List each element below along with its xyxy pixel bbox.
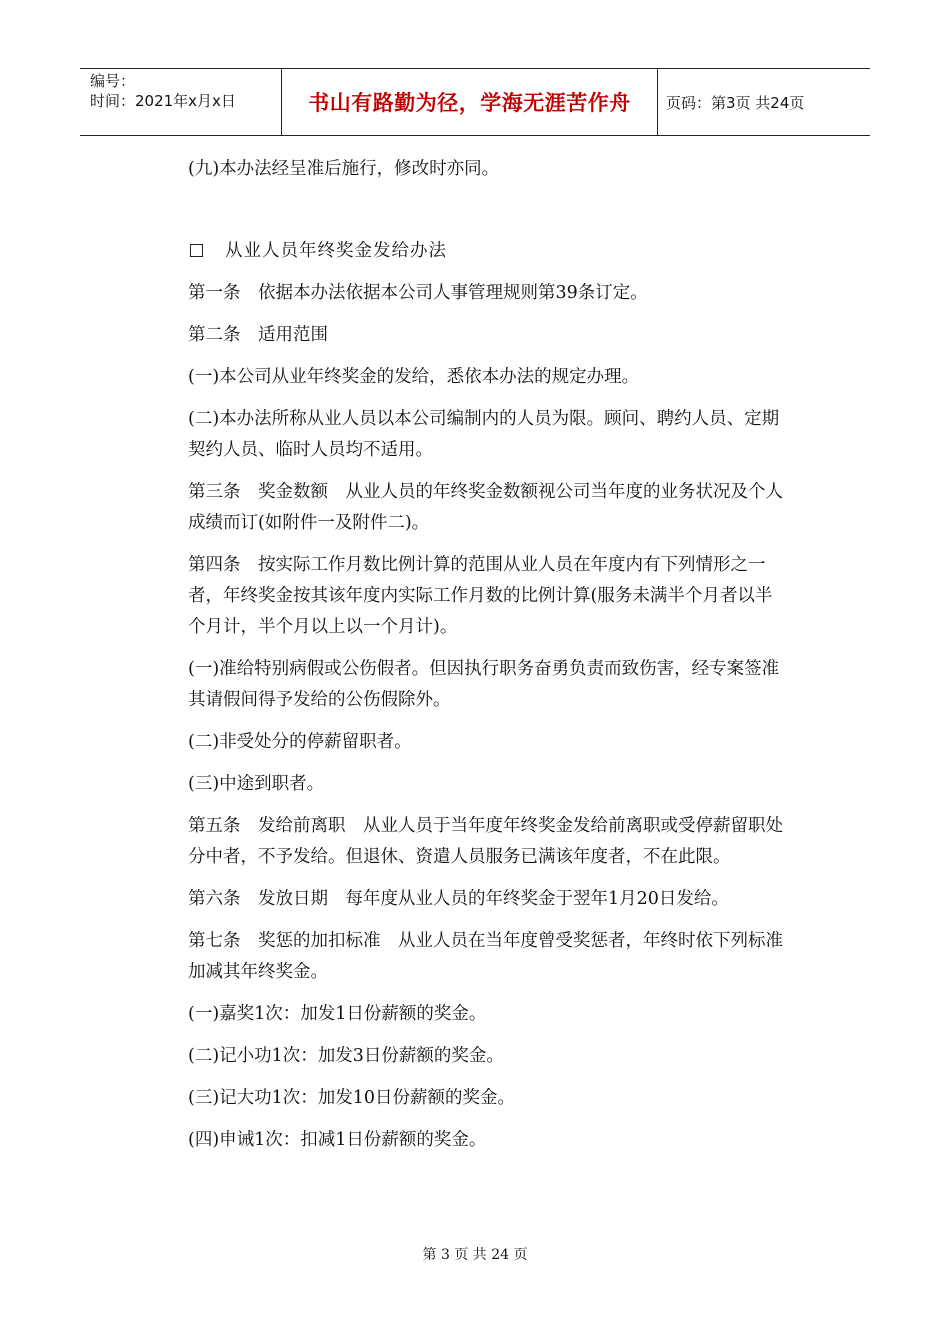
article-2-item-1: (一)本公司从业年终奖金的发给，悉依本办法的规定办理。 [188, 367, 640, 387]
article-3: 第三条 奖金数额 从业人员的年终奖金数额视公司当年度的业务状况及个人成绩而订(如附件一及附件二)。 [188, 482, 783, 533]
article-4-item-1: (一)准给特别病假或公伤假者。但因执行职务奋勇负责而致伤害，经专案签准其请假间得予发给的公伤假除外。 [188, 659, 780, 710]
article-7-item-4: (四)申诫1次：扣减1日份薪额的奖金。 [188, 1130, 487, 1150]
article-5: 第五条 发给前离职 从业人员于当年度年终奖金发给前离职或受停薪留职处分中者，不予发给。但退休、资遣人员服务已满该年度者，不在此限。 [188, 816, 783, 867]
header-motto-cell [282, 69, 658, 135]
section-gap [188, 185, 788, 236]
page-header [80, 68, 870, 136]
article-7-item-1: (一)嘉奖1次：加发1日份薪额的奖金。 [188, 1004, 487, 1024]
article-6: 第六条 发放日期 每年度从业人员的年终奖金于翌年1月20日发给。 [188, 889, 729, 909]
document-date-label: 时间：2021年x月x日 [90, 92, 236, 110]
paragraph-clause-9: (九)本办法经呈准后施行，修改时亦同。 [188, 159, 500, 179]
checkbox-bullet-icon [190, 244, 203, 257]
document-body [188, 154, 788, 1156]
header-page-label: 页码：第3页 共24页 [666, 93, 805, 112]
header-page-cell [658, 69, 870, 135]
article-4: 第四条 按实际工作月数比例计算的范围从业人员在年度内有下列情形之一者，年终奖金按其该年度内实际工作月数的比例计算(服务未满半个月者以半个月计，半个月以上以一个月计)。 [188, 555, 773, 637]
article-7-item-3: (三)记大功1次：加发10日份薪额的奖金。 [188, 1088, 516, 1108]
section-heading [188, 236, 788, 267]
article-2: 第二条 适用范围 [188, 325, 328, 345]
article-7-item-2: (二)记小功1次：加发3日份薪额的奖金。 [188, 1046, 504, 1066]
header-motto: 书山有路勤为径，学海无涯苦作舟 [308, 91, 631, 115]
header-left-cell [80, 69, 282, 135]
article-1: 第一条 依据本办法依据本公司人事管理规则第39条订定。 [188, 283, 648, 303]
article-4-item-3: (三)中途到职者。 [188, 774, 325, 794]
page-footer: 第 3 页 共 24 页 [422, 1247, 528, 1263]
document-number-label: 编号： [90, 72, 136, 90]
article-7: 第七条 奖惩的加扣标准 从业人员在当年度曾受奖惩者，年终时依下列标准加减其年终奖金。 [188, 931, 783, 982]
section-title: 从业人员年终奖金发给办法 [225, 241, 447, 261]
article-4-item-2: (二)非受处分的停薪留职者。 [188, 732, 412, 752]
article-2-item-2: (二)本办法所称从业人员以本公司编制内的人员为限。顾问、聘约人员、定期契约人员、临时人员均不适用。 [188, 409, 780, 460]
